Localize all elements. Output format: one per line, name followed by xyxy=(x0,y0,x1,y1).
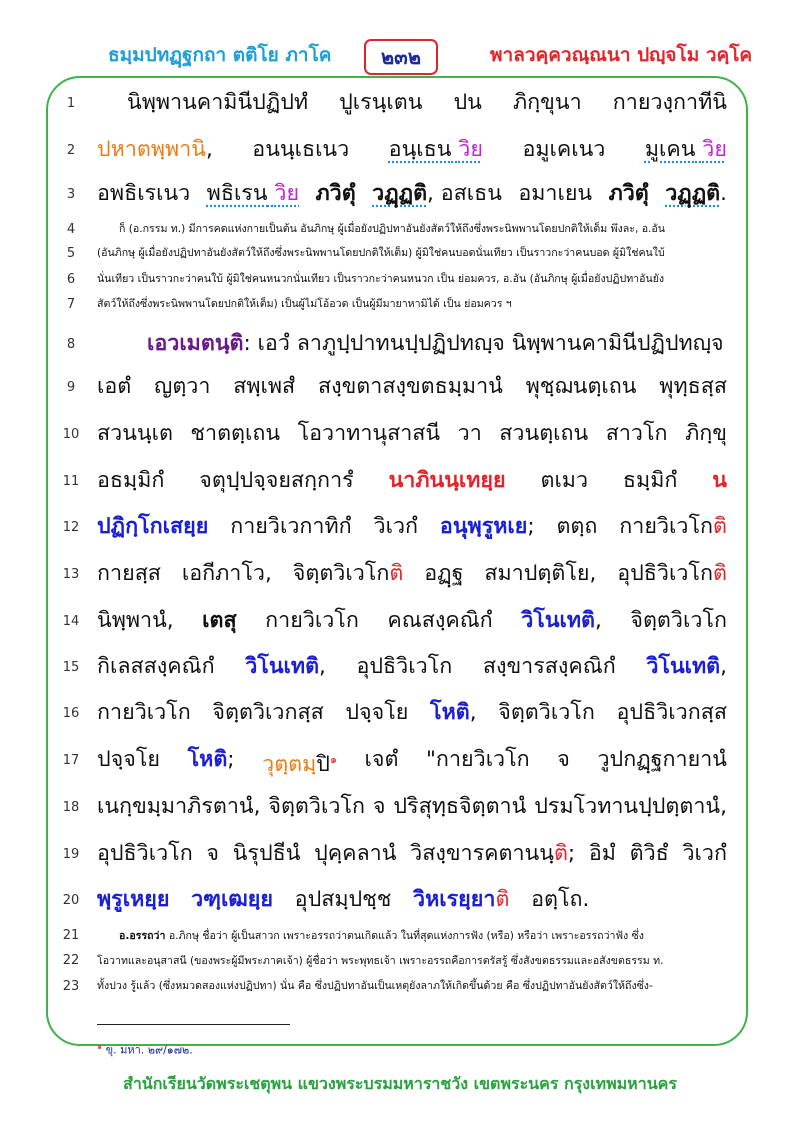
thai-lead-word: อ.อรรถว่า xyxy=(119,930,166,942)
pali-word: "กายวิเวโก xyxy=(426,747,530,772)
line-number: 3 xyxy=(66,187,76,202)
pali-word: อฏฺฐ xyxy=(424,561,464,586)
pali-word: กิเลสสงฺคณิกํ xyxy=(97,654,215,679)
pali-word: ตเมว xyxy=(540,468,589,493)
pali-word-highlight: วิหเรยฺยา xyxy=(413,887,496,912)
pali-word: ภิกฺขุ xyxy=(685,421,727,446)
line-number: 23 xyxy=(62,979,80,994)
pali-word-highlight: น xyxy=(712,468,727,493)
pali-word: อธมฺมิกํ xyxy=(97,468,165,493)
pali-word: วูปกฏฺฐกายานํ xyxy=(597,747,727,772)
pali-word-highlight: วิย xyxy=(458,137,483,162)
pali-word: วิเวกํ xyxy=(682,841,727,866)
pali-word: กายวงฺกาทีนิ xyxy=(612,90,727,115)
pali-word-highlight: ปฏิกฺโกเสยฺย xyxy=(97,514,209,539)
pali-word: วิเวกํ xyxy=(373,514,419,539)
pali-word: ปุคฺคลานํ xyxy=(314,841,397,866)
line-number: 17 xyxy=(62,753,80,768)
comma: , xyxy=(595,608,602,633)
pali-line-1 xyxy=(97,86,727,120)
pali-word: ตตฺถ xyxy=(556,514,598,539)
pali-word: เอตํ xyxy=(97,374,132,399)
line-number: 15 xyxy=(62,660,80,675)
pali-word: อิมํ xyxy=(588,841,616,866)
thai-line-21 xyxy=(97,927,727,945)
footnote-text: ขุ. มหา. ๒๙/๑๗๒. xyxy=(102,1043,193,1057)
pali-line-9 xyxy=(97,370,727,404)
thai-line-6: นั่นเทียว เป็นราวกะว่าคนใบ้ ผู้มิใช่คนหนวกนั่นเทียว เป็นราวกะว่าคนหนวก เป็น ย่อมควร, อ.อัน (อันภิกษุ ผู้เมื่อยังปฏิปทาอันยัง xyxy=(97,273,665,285)
pali-word-highlight: โหติ xyxy=(187,747,228,772)
period: . xyxy=(720,181,727,206)
pali-word-highlight: วิย xyxy=(702,137,727,162)
pali-line-13 xyxy=(97,557,727,591)
thai-line-7: สัตว์ให้ถึงซึ่งพระนิพพานโดยปกติให้เต็ม) เป็นผู้ไม่โอ้อวด เป็นผู้มีมายาหามิได้ เป็น ย่อมควร ฯ xyxy=(97,298,512,310)
pali-word-bold: เตสุ xyxy=(202,608,237,633)
thai-line-4: ก็ (อ.กรรม ท.) มีการคดแห่งกายเป็นต้น อันภิกษุ ผู้เมื่อยังปฏิปทาอันยังสัตว์ให้ถึงซึ่งพระนิพพานโดยปกติให้เต็ม พึงละ, อ.อัน xyxy=(119,223,666,235)
footnote xyxy=(97,1040,193,1059)
pali-line-17 xyxy=(97,743,727,782)
pali-line-2 xyxy=(97,133,727,167)
line-number: 16 xyxy=(62,706,80,721)
pali-heading-word: เอวเมตนฺติ xyxy=(147,331,244,356)
pali-word: อมาเยน xyxy=(518,181,593,206)
pali-word-bold: ภวิตุํ xyxy=(315,181,356,206)
pali-word: ติวิธํ xyxy=(629,841,669,866)
comma: , xyxy=(205,137,213,162)
pali-word: ภิกฺขุนา xyxy=(512,90,582,115)
pali-word: ปิ xyxy=(316,752,330,778)
pali-word-underlined: วฏฺฏติ xyxy=(665,181,721,206)
pali-word: ธมฺมิกํ xyxy=(622,468,678,493)
pali-word-bold: ภวิตุํ xyxy=(608,181,649,206)
line-number: 5 xyxy=(66,246,76,261)
pali-word: อุปธิวิเวกสฺส xyxy=(616,700,727,725)
pali-line-14 xyxy=(97,604,727,638)
pali-word: กายวิเวโก xyxy=(619,514,714,539)
pali-word: จิตฺตวิเวโก xyxy=(630,608,727,633)
thai-line-23: ทั้งปวง รู้แล้ว (ซึ่งหมวดสองแห่งปฏิปทา) นั่น คือ ซึ่งปฏิปทาอันเป็นเหตุยังลาภให้เกิดขึ้นด้วย คือ ซึ่งปฏิปทาอันยังสัตว์ให้ถึงซึ่ง- xyxy=(97,980,653,992)
pali-word: เอกีภาโว, xyxy=(181,561,272,586)
line-number: 10 xyxy=(62,427,80,442)
pali-word: กายวิเวโก xyxy=(265,608,359,633)
pali-word: สงฺขารสงฺคณิกํ xyxy=(482,654,616,679)
pali-word-highlight: พฺรูเหยฺย xyxy=(97,887,170,912)
pali-word-underlined: วฏฺฏติ xyxy=(372,181,428,206)
pali-word: พุทฺธสฺส xyxy=(659,374,727,399)
line-number: 11 xyxy=(62,474,80,489)
pali-word-underlined: มูเคน xyxy=(644,137,696,162)
pali-word: จิตฺตวิเวโก xyxy=(292,561,390,586)
pali-word: สมาปตฺติโย, xyxy=(484,561,597,586)
line-number: 22 xyxy=(62,953,80,968)
pali-word: จตุปฺปจฺจยสกฺการํ xyxy=(199,468,354,493)
pali-word: อุปสมฺปชฺช xyxy=(294,887,392,912)
pali-line-19 xyxy=(97,837,727,871)
pali-word: ปรมโวทานปฺปตฺตานํ, xyxy=(534,794,727,819)
line-number: 7 xyxy=(66,297,76,312)
line-number: 9 xyxy=(66,380,76,395)
pali-line-10 xyxy=(97,417,727,451)
pali-word: จ xyxy=(557,747,570,772)
footnote-marker: ๑ xyxy=(329,753,337,766)
pali-line-18 xyxy=(97,790,727,824)
page-footer: สำนักเรียนวัดพระเชตุพน แขวงพระบรมมหาราชวัง เขตพระนคร กรุงเทพมหานคร xyxy=(123,1074,677,1093)
pali-word: โอวาทานุสาสนี xyxy=(297,421,441,446)
line-number: 14 xyxy=(62,614,80,629)
pali-word: อุปธิวิเวโก xyxy=(356,654,453,679)
semicolon: ; xyxy=(527,514,535,539)
pali-word-highlight: วิโนเทติ xyxy=(245,654,320,679)
pali-word-highlight: วฑฺเฒยฺย xyxy=(191,887,273,912)
pali-word: วิสงฺขารคตานนฺ xyxy=(410,841,554,866)
pali-word: จิตฺตวิเวโก xyxy=(498,700,595,725)
pali-word-highlight: อนุพฺรูหเย xyxy=(439,514,528,539)
pali-word: นิพฺพานํ, xyxy=(97,608,174,633)
pali-line-11 xyxy=(97,464,727,498)
line-number: 18 xyxy=(62,800,80,815)
pali-line-15 xyxy=(97,650,727,684)
semicolon: ; xyxy=(227,747,235,772)
page-number-box: ๒๓๒ xyxy=(364,39,438,75)
line-number: 12 xyxy=(62,520,80,535)
pali-word: จ xyxy=(206,841,220,866)
line-number: 13 xyxy=(62,567,80,582)
thai-line-5: (อันภิกษุ ผู้เมื่อยังปฏิปทาอันยังสัตว์ให้ถึงซึ่งพระนิพพานโดยปกติให้เต็ม) ผู้มิใช่คนบอดนั่นเทียว เป็นราวกะว่าคนบอด ผู้มิใช่คนใบ้ xyxy=(97,247,665,259)
pali-line-12 xyxy=(97,510,727,544)
pali-word: ปูเรนฺเตน xyxy=(339,90,423,115)
iti-particle: ติ xyxy=(389,561,404,586)
pali-word: ปจฺจโย xyxy=(97,747,160,772)
pali-word: เจตํ xyxy=(364,747,399,772)
pali-word: ปริสุทฺธจิตฺตานํ xyxy=(393,794,527,819)
pali-word: พุชฺฌนตฺเถน xyxy=(525,374,637,399)
pali-word: ชาตตฺเถน xyxy=(190,421,281,446)
pali-word: จิตฺตวิเวโก xyxy=(268,794,365,819)
pali-word-underlined: พธิเรน xyxy=(206,181,268,206)
iti-particle: ติ xyxy=(495,887,510,912)
thai-line-22: โอวาทและอนุสาสนี (ของพระผู้มีพระภาคเจ้า) ผู้ชื่อว่า พระพุทธเจ้า เพราะอรรถคือการตรัสรู้ ซึ่งสังขตธรรมและอสังขตธรรม ท. xyxy=(97,955,664,967)
line-number: 1 xyxy=(66,96,76,111)
pali-word: สงฺขตาสงฺขตธมฺมานํ xyxy=(317,374,503,399)
pali-word: จิตฺตวิเวกสฺส xyxy=(212,700,324,725)
pali-word: , อสเธน xyxy=(427,181,502,206)
thai-text: อ.ภิกษุ ชื่อว่า ผู้เป็นสาวก เพราะอรรถว่าตนเกิดแล้ว ในที่สุดแห่งการฟัง (หรือ) หรือว่า เพราะอรรถว่าฟัง ซึ่ง xyxy=(165,930,644,942)
pali-word: สาวโก xyxy=(605,421,668,446)
pali-word: ญตฺวา xyxy=(154,374,211,399)
pali-word: สพฺเพสํ xyxy=(233,374,296,399)
pali-word-highlight: โหติ xyxy=(430,700,470,725)
comma: , xyxy=(469,700,477,725)
pali-word: นิรุปธีนํ xyxy=(232,841,301,866)
pali-word-highlight: วิโนเทติ xyxy=(521,608,596,633)
footnote-marker: ๑ xyxy=(97,1042,103,1051)
pali-word-highlight: วุตฺตมฺ xyxy=(262,752,317,778)
pali-word: อนนฺเธเนว xyxy=(252,137,350,162)
pali-line-16 xyxy=(97,696,727,730)
pali-word: สวนนฺเต xyxy=(97,421,173,446)
header-right-title: พาลวคฺควณฺณนา ปญฺจโม วคฺโค xyxy=(490,44,753,66)
iti-particle: ติ xyxy=(713,514,727,539)
pali-word: อุปธิวิเวโก xyxy=(617,561,713,586)
pali-word: อมูเคเนว xyxy=(522,137,606,162)
iti-particle: ติ xyxy=(712,561,727,586)
pali-word: คณสงฺคณิกํ xyxy=(387,608,493,633)
pali-word: อุปธิวิเวโก xyxy=(97,841,193,866)
pali-word: วา xyxy=(457,421,482,446)
pali-word: เนกฺขมฺมาภิรตานํ, xyxy=(97,794,261,819)
comma: , xyxy=(319,654,326,679)
pali-word: กายวิเวโก xyxy=(97,700,191,725)
pali-word-highlight: ปหาตพฺพานิ xyxy=(97,137,206,162)
line-number: 19 xyxy=(62,847,80,862)
line-number: 20 xyxy=(62,893,80,908)
line-number: 2 xyxy=(66,143,76,158)
footnote-rule xyxy=(97,1024,290,1025)
pali-word-highlight: นาภินนฺเทยฺย xyxy=(388,468,506,493)
pali-line-8 xyxy=(97,327,727,361)
pali-word: อตฺโถ. xyxy=(531,887,590,912)
pali-line-3 xyxy=(97,177,727,211)
pali-text: : เอวํ ลาภูปฺปาทนปฺปฏิปทญฺจ นิพฺพานคามินีปฏิปทญฺจ xyxy=(243,331,724,356)
line-number: 21 xyxy=(62,928,80,943)
pali-word: จ xyxy=(372,794,386,819)
pali-word: ปน xyxy=(453,90,482,115)
line-number: 8 xyxy=(66,337,76,352)
pali-line-20 xyxy=(97,883,727,917)
iti-particle: ติ xyxy=(553,841,568,866)
line-number: 6 xyxy=(66,272,76,287)
pali-word-highlight: วิย xyxy=(274,181,300,206)
pali-word: นิพฺพานคามินีปฏิปทํ xyxy=(127,90,309,115)
pali-word: ปจฺจโย xyxy=(345,700,409,725)
pali-word-highlight: วิโนเทติ xyxy=(646,654,721,679)
header-left-title: ธมฺมปทฏฺฐกถา ตติโย ภาโค xyxy=(108,44,332,66)
line-number: 4 xyxy=(66,222,76,237)
pali-word: อพธิเรเนว xyxy=(97,181,191,206)
pali-word-underlined: อนฺเธน xyxy=(388,137,452,162)
semicolon: ; xyxy=(567,841,576,866)
pali-word: สวนตฺเถน xyxy=(499,421,589,446)
pali-word: กายวิเวกาทิกํ xyxy=(230,514,352,539)
comma: , xyxy=(720,654,727,679)
pali-word: กายสฺส xyxy=(97,561,161,586)
